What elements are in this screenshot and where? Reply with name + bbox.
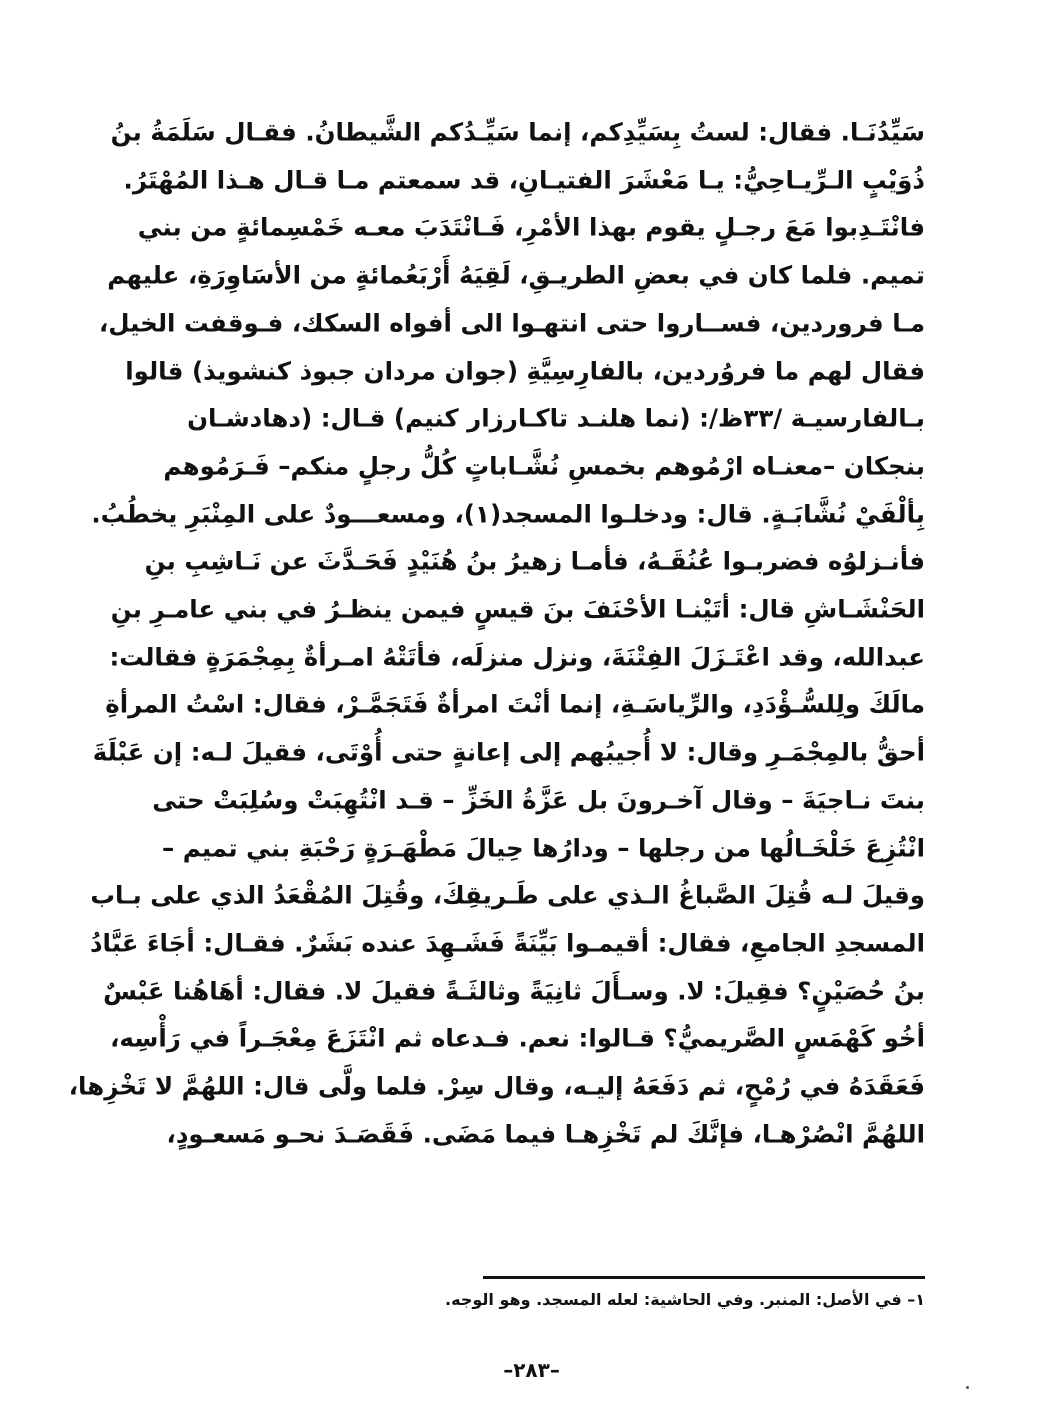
text-line-content: مـا فروردين، فســاروا حتى انتهـوا الى أفواه السكك، فـوقفت الخيل، [98,308,925,338]
text-line-content: تميم. فلما كان في بعضِ الطريـقِ، لَقِيَهُ أَرْبَعُمائةٍ من الأسَاوِرَةِ، عليهم [107,260,925,290]
text-line-content: بنُ حُصَيْنٍ؟ فقِيلَ: لا. وسـأَلَ ثانِيَةً وثالثَـةً فقيلَ لا. فقال: أهَاهُنا عَبْسٌ [103,975,925,1005]
page-number: –٢٨٣– [503,1358,560,1382]
text-line-content: فأنـزلوُه فضربـوا عُنُقَـهُ، فأمـا زهيرُ بنُ هُنَيْدٍ فَحَـدَّثَ عن نَـاشِبِ بنِ [144,546,925,576]
text-line-content: بـالفارسيـة /٣٣ظ/: (نما هلنـد تاكـارزار كنيم) قـال: (دهادشـان [187,403,925,433]
text-line-content: فقال لهم ما فروُردين، بالفارِسِيَّةِ (جوان مردان جبوذ كنشويذ) قالوا [125,355,925,385]
text-line-content: بِألْفَيْ نُشَّابَـةٍ. قال: ودخلـوا المسجد(١)، ومسعـــودٌ على المِنْبَرِ يخطُبُ. [91,498,925,528]
text-line-content: أخُو كَهْمَسٍ الصَّريميُّ؟ قـالوا: نعم. فـدعاه ثم انْتَزَعَ مِعْجَـراً في رَأْسِه، [110,1023,925,1053]
text-line-content: الحَنْشَـاشِ قال: أتَيْنـا الأحْنَفَ بنَ قيسٍ فيمن ينظـرُ في بني عامـرِ بنِ [110,594,925,624]
text-line-content: عبدالله، وقد اعْتَـزَلَ الفِتْنَةَ، ونزل منزلَه، فأتَتْهُ امـرأةٌ بِمِجْمَرَةٍ فقالت: [109,641,925,671]
text-line-content: وقيلَ لـه قُتِلَ الصَّباغُ الـذي على طَـريقِكَ، وقُتِلَ المُقْعَدُ الذي على بـاب [90,880,925,910]
text-line-content: مالَكَ ولِلسُّـؤْدَدِ، والرِّياسَـةِ، إنما أنْتَ امرأةٌ فَتَجَمَّـرْ، فقال: اسْتُ المرأةِ [105,689,925,719]
text-line-content: اللهُمَّ انْصُرْهـا، فإنَّكَ لم تَخْزِهـا فيما مَضَى. فَقَصَـدَ نحـو مَسعـودٍ، [166,1118,925,1148]
text-line-content: المسجدِ الجامعِ، فقال: أقيمـوا بَيِّنَةً فَشَـهِدَ عنده بَشَرٌ. فقـال: أجَاءَ عَبَّادُ [89,928,925,958]
text-line-content: سَيِّدُنَـا. فقال: لستُ بِسَيِّدِكم، إنما سَيِّـدُكم الشَّيطانُ. فقـال سَلَمَةُ بنُ [110,117,925,147]
text-line-content: بنتَ نـاجيَةَ – وقال آخـرونَ بل عَزَّةُ الخَزِّ – قـد انْتُهِبَتْ وسُلِبَتْ حتى [152,785,925,815]
footnote: ١– في الأصل: المنبر. وفي الحاشية: لعله المسجد. وهو الوجه. [445,1290,925,1309]
text-line-content: فانْتَـدِبوا مَعَ رجـلٍ يقوم بهذا الأمْرِ، فَـانْتَدَبَ معـه خَمْسِمائةٍ من بني [137,212,925,242]
scan-speck [966,1386,969,1389]
text-line-content: ذُوَيْبٍ الـرِّيـاحِيُّ: يـا مَعْشَرَ الفتيـانِ، قد سمعتم مـا قـال هـذا المُهْتَرُ. [123,164,925,194]
text-line-content: فَعَقَدَهُ في رُمْحٍ، ثم دَفَعَهُ إليـه، وقال سِرْ. فلما ولَّى قال: اللهُمَّ لا تَخْزِها، [68,1071,925,1101]
text-line-content: أحقُّ بالمِجْمَـرِ وقال: لا أُجيبُهم إلى إعانةٍ حتى أُوْتَى، فقيلَ لـه: إن عَبْلَةَ [92,737,925,767]
text-line-content: بنجكان –معنـاه ارْمُوهم بخمسِ نُشَّـاباتٍ كُلُّ رجلٍ منكم– فَـرَمُوهم [163,451,925,481]
footnote-separator [483,1276,925,1279]
text-line-content: انْتُزِعَ خَلْخَـالُها من رجلها – ودارُها حِيالَ مَطْهَـرَةٍ رَحْبَةِ بني تميم – [161,832,925,862]
